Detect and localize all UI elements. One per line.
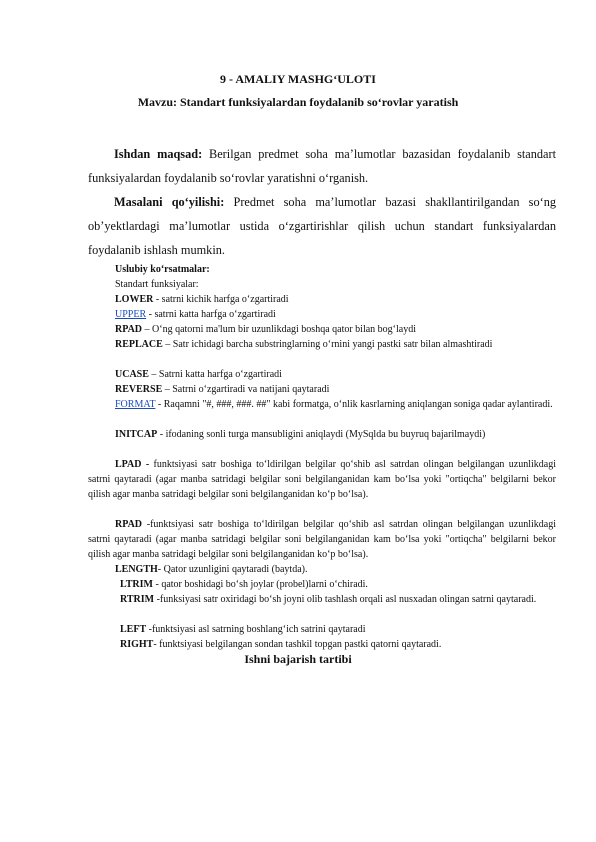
- goal-text: Berilgan predmet soha ma’lumotlar bazasidan foydalanib standart funksiyalardan foydalanib so‘rovlar yaratishni o‘rganish.: [88, 147, 556, 185]
- function-link-upper[interactable]: UPPER: [115, 309, 147, 320]
- guide-heading: Uslubiy ko‘rsatmalar:: [115, 264, 210, 275]
- list-item: LTRIM - qator boshidagi bo‘sh joylar (probel)larni o‘chiradi.: [120, 579, 368, 590]
- list-item: FORMAT - Raqamni "#, ###, ###. ##" kabi formatga, o‘nlik kasrlarning aniqlangan soniga qadar aylantiradi.: [115, 399, 553, 410]
- section-heading: Ishni bajarish tartibi: [244, 652, 352, 666]
- list-item: LENGTH- Qator uzunligini qaytaradi (baytda).: [115, 564, 308, 575]
- list-item: UPPER - satrni katta harfga o‘zgartiradi: [115, 309, 276, 320]
- function-name: RTRIM: [120, 594, 155, 605]
- function-name: LOWER: [115, 294, 154, 305]
- function-link-format[interactable]: FORMAT: [115, 399, 156, 410]
- list-item: LOWER - satrni kichik harfga o‘zgartiradi: [115, 294, 289, 305]
- goal-paragraph: [88, 142, 556, 190]
- guide-intro: Standart funksiyalar:: [115, 279, 199, 290]
- function-name: REVERSE: [115, 384, 163, 395]
- list-item: RTRIM -funksiyasi satr oxiridagi bo‘sh joyni olib tashlash orqali asl nusxadan olingan satrni qaytaradi.: [120, 594, 537, 605]
- list-item: RPAD – O‘ng qatorni ma'lum bir uzunlikdagi boshqa qator bilan bog‘laydi: [115, 324, 417, 335]
- list-item: UCASE – Satrni katta harfga o‘zgartiradi: [115, 369, 282, 380]
- function-name: INITCAP: [115, 429, 158, 440]
- problem-text: Predmet soha ma’lumotlar bazasi shakllantirilgandan so‘ng ob’yektlardagi ma’lumotlar ustida o‘zgartirishlar qilish uchun standart funksiyalardan foydalanib ishlash mumkin.: [88, 195, 556, 257]
- goal-label: Ishdan maqsad:: [114, 147, 203, 161]
- list-item: REPLACE – Satr ichidagi barcha substringlarning o‘rnini yangi pastki satr bilan almashtiradi: [115, 339, 493, 350]
- list-item: INITCAP - ifodaning sonli turga mansubligini aniqlaydi (MySqlda bu buyruq bajarilmaydi): [115, 429, 486, 440]
- function-name: LENGTH: [115, 564, 158, 575]
- function-name: RPAD: [115, 324, 143, 335]
- problem-paragraph: [88, 190, 556, 262]
- function-name: LTRIM: [120, 579, 153, 590]
- list-item: RPAD -funktsiyasi satr boshiga to‘ldirilgan belgilar qo‘shib asl satrdan olingan belgilangan uzunlikdagi satrni qaytaradi (agar manba satridagi belgilar soni belgilanganidan kam bo‘lsa yoki "ortiqcha" belgilarni bekor qilish agar manba satridagi belgilar soni belgilanganidan ko‘p bo‘lsa).: [88, 519, 556, 560]
- function-name: REPLACE: [115, 339, 163, 350]
- function-name: RPAD: [115, 519, 143, 530]
- page-subtitle: Mavzu: Standart funksiyalardan foydalanib so‘rovlar yaratish: [137, 95, 459, 109]
- list-item: LPAD - funktsiyasi satr boshiga to‘ldirilgan belgilar qo‘shib asl satrdan olingan belgilangan uzunlikdagi satrni qaytaradi (agar manba satridagi belgilar soni belgilanganidan kam bo‘lsa yoki "ortiqcha" belgilarni bekor qilish agar manba satridagi belgilar soni belgilanganidan ko‘p bo‘lsa).: [88, 459, 557, 500]
- function-name: LEFT: [120, 624, 147, 635]
- list-item: REVERSE – Satrni o‘zgartiradi va natijani qaytaradi: [115, 384, 330, 395]
- page-title: 9 - AMALIY MASHG‘ULOTI: [220, 72, 376, 86]
- list-item: RIGHT- funktsiyasi belgilangan sondan tashkil topgan pastki qatorni qaytaradi.: [120, 639, 442, 650]
- function-name: LPAD -: [115, 459, 150, 470]
- problem-label: Masalani qo‘yilishi:: [114, 195, 225, 209]
- list-item: LEFT -funktsiyasi asl satrning boshlang‘ich satrini qaytaradi: [120, 624, 366, 635]
- function-name: RIGHT: [120, 639, 154, 650]
- function-name: UCASE: [115, 369, 149, 380]
